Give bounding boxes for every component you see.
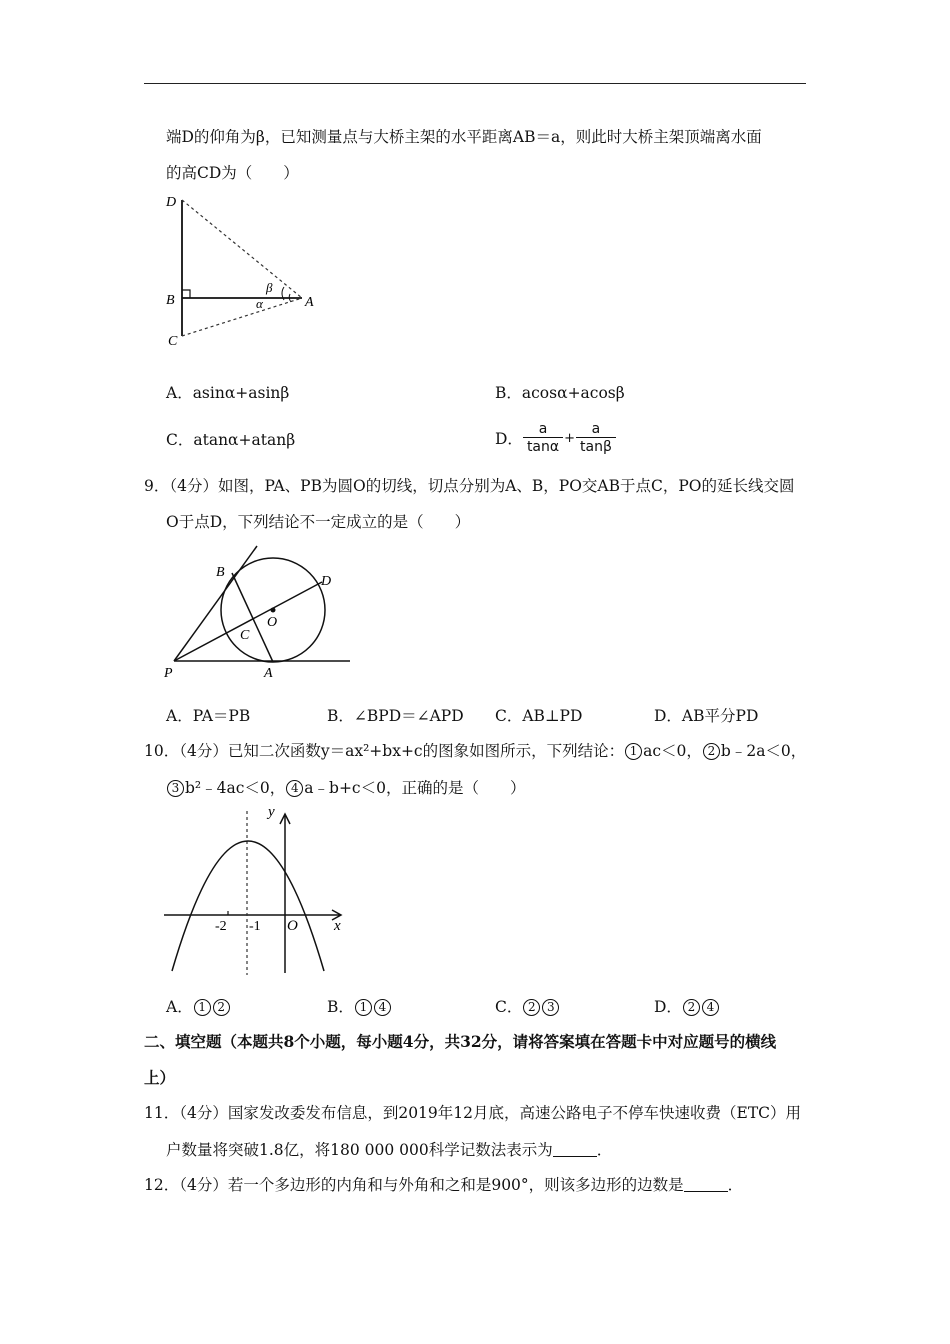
q8-option-d-num1: a (538, 421, 548, 437)
q10-option-a-prefix: A． (166, 998, 193, 1016)
q10-label-minus2: -2 (215, 919, 227, 934)
q10-option-c-circled-1: 2 (523, 999, 540, 1016)
q8-option-d-plus: + (564, 430, 576, 446)
q8-label-a: A (305, 295, 314, 310)
q8-label-b: B (166, 293, 175, 308)
q10-option-d-circled-1: 2 (683, 999, 700, 1016)
header-rule (144, 83, 806, 84)
q9-label-a: A (264, 666, 273, 681)
q10-text-line2 (166, 778, 525, 798)
q8-option-c: C．atanα+atanβ (166, 431, 296, 449)
q10-text-line1 (144, 741, 806, 761)
q10-label-minus1: -1 (249, 919, 261, 934)
q9-option-a: A．PA＝PB (166, 707, 251, 725)
q9-text-line1: 9．（4分）如图，PA、PB为圆O的切线，切点分别为A、B，PO交AB于点C，PO的延长线交圆 (144, 477, 795, 495)
q8-figure (160, 188, 330, 353)
q8-option-d-den1: tanα (523, 437, 563, 455)
q9-label-d: D (321, 574, 332, 589)
q8-option-a: A．asinα+asinβ (166, 384, 290, 402)
q8-option-d-den2: tanβ (576, 437, 616, 455)
q8-label-c: C (168, 334, 178, 349)
q8-option-d (495, 421, 616, 455)
q11-end: ． (596, 1141, 613, 1159)
q9-label-o: O (267, 615, 278, 630)
q8-label-beta: β (266, 280, 273, 295)
q10-option-a (166, 997, 231, 1017)
q10-circled-3: 3 (167, 780, 184, 797)
q8-option-d-prefix: D． (495, 430, 523, 448)
q8-option-b: B．acosα+acosβ (495, 384, 625, 402)
q9-label-p: P (164, 666, 173, 681)
q9-text-line2: O于点D，下列结论不一定成立的是（ ） (166, 513, 471, 531)
q10-option-a-circled-2: 2 (213, 999, 230, 1016)
q9-figure (160, 540, 360, 685)
q10-option-c-prefix: C． (495, 998, 523, 1016)
q10-statement-3: b²﹣4ac＜0， (185, 779, 286, 797)
q8-option-d-fraction1 (523, 421, 563, 455)
q10-label-o: O (287, 918, 298, 934)
q10-statement-4: a﹣b+c＜0，正确的是（ ） (304, 779, 526, 797)
section2-heading-line1: 二、填空题（本题共8个小题，每小题4分，共32分，请将答案填在答题卡中对应题号的横线 (144, 1032, 777, 1051)
q10-option-d (654, 997, 720, 1017)
q8-option-d-num2: a (591, 421, 601, 437)
q10-circled-1: 1 (625, 743, 642, 760)
q10-option-b-prefix: B． (327, 998, 354, 1016)
q10-statement-2: b﹣2a＜0， (720, 742, 807, 760)
q10-statement-1: ac＜0， (643, 742, 702, 760)
q12-text-line (144, 1175, 743, 1195)
q10-option-c-circled-2: 3 (542, 999, 559, 1016)
q9-option-c: C．AB⊥PD (495, 707, 583, 725)
q9-option-d: D．AB平分PD (654, 707, 759, 725)
q10-label-y: y (268, 804, 275, 820)
q8-label-alpha: α (256, 296, 263, 311)
q11-text: 户数量将突破1.8亿，将180 000 000科学记数法表示为 (166, 1141, 553, 1159)
q10-figure (160, 803, 355, 981)
q9-label-b: B (216, 565, 225, 580)
q8-text-line1: 端D的仰角为β，已知测量点与大桥主架的水平距离AB＝a，则此时大桥主架顶端离水面 (166, 128, 762, 146)
q12-text: 12．（4分）若一个多边形的内角和与外角和之和是900°，则该多边形的边数是 (144, 1176, 684, 1194)
q10-option-b-circled-2: 4 (374, 999, 391, 1016)
q10-option-b-circled-1: 1 (355, 999, 372, 1016)
q10-prefix: 10．（4分）已知二次函数y＝ax²+bx+c的图象如图所示，下列结论： (144, 742, 625, 760)
q10-circled-4: 4 (286, 780, 303, 797)
q8-label-d: D (166, 195, 177, 210)
q11-text-line2 (166, 1140, 612, 1160)
q9-label-c: C (240, 628, 250, 643)
q9-option-b: B．∠BPD＝∠APD (327, 707, 464, 725)
q12-end: ． (727, 1176, 744, 1194)
q10-circled-2: 2 (703, 743, 720, 760)
q8-text-line2: 的高CD为（ ） (166, 164, 299, 182)
q10-option-d-circled-2: 4 (702, 999, 719, 1016)
q11-text-line1: 11．（4分）国家发改委发布信息，到2019年12月底，高速公路电子不停车快速收费（ETC）用 (144, 1104, 802, 1122)
q10-option-c (495, 997, 560, 1017)
q10-option-d-prefix: D． (654, 998, 682, 1016)
q8-option-d-fraction2 (576, 421, 616, 455)
q10-label-x: x (334, 918, 341, 934)
q10-option-a-circled-1: 1 (194, 999, 211, 1016)
q11-answer-blank (553, 1142, 597, 1157)
q12-answer-blank (684, 1177, 728, 1192)
section2-heading-line2: 上） (144, 1068, 176, 1087)
q10-option-b (327, 997, 392, 1017)
